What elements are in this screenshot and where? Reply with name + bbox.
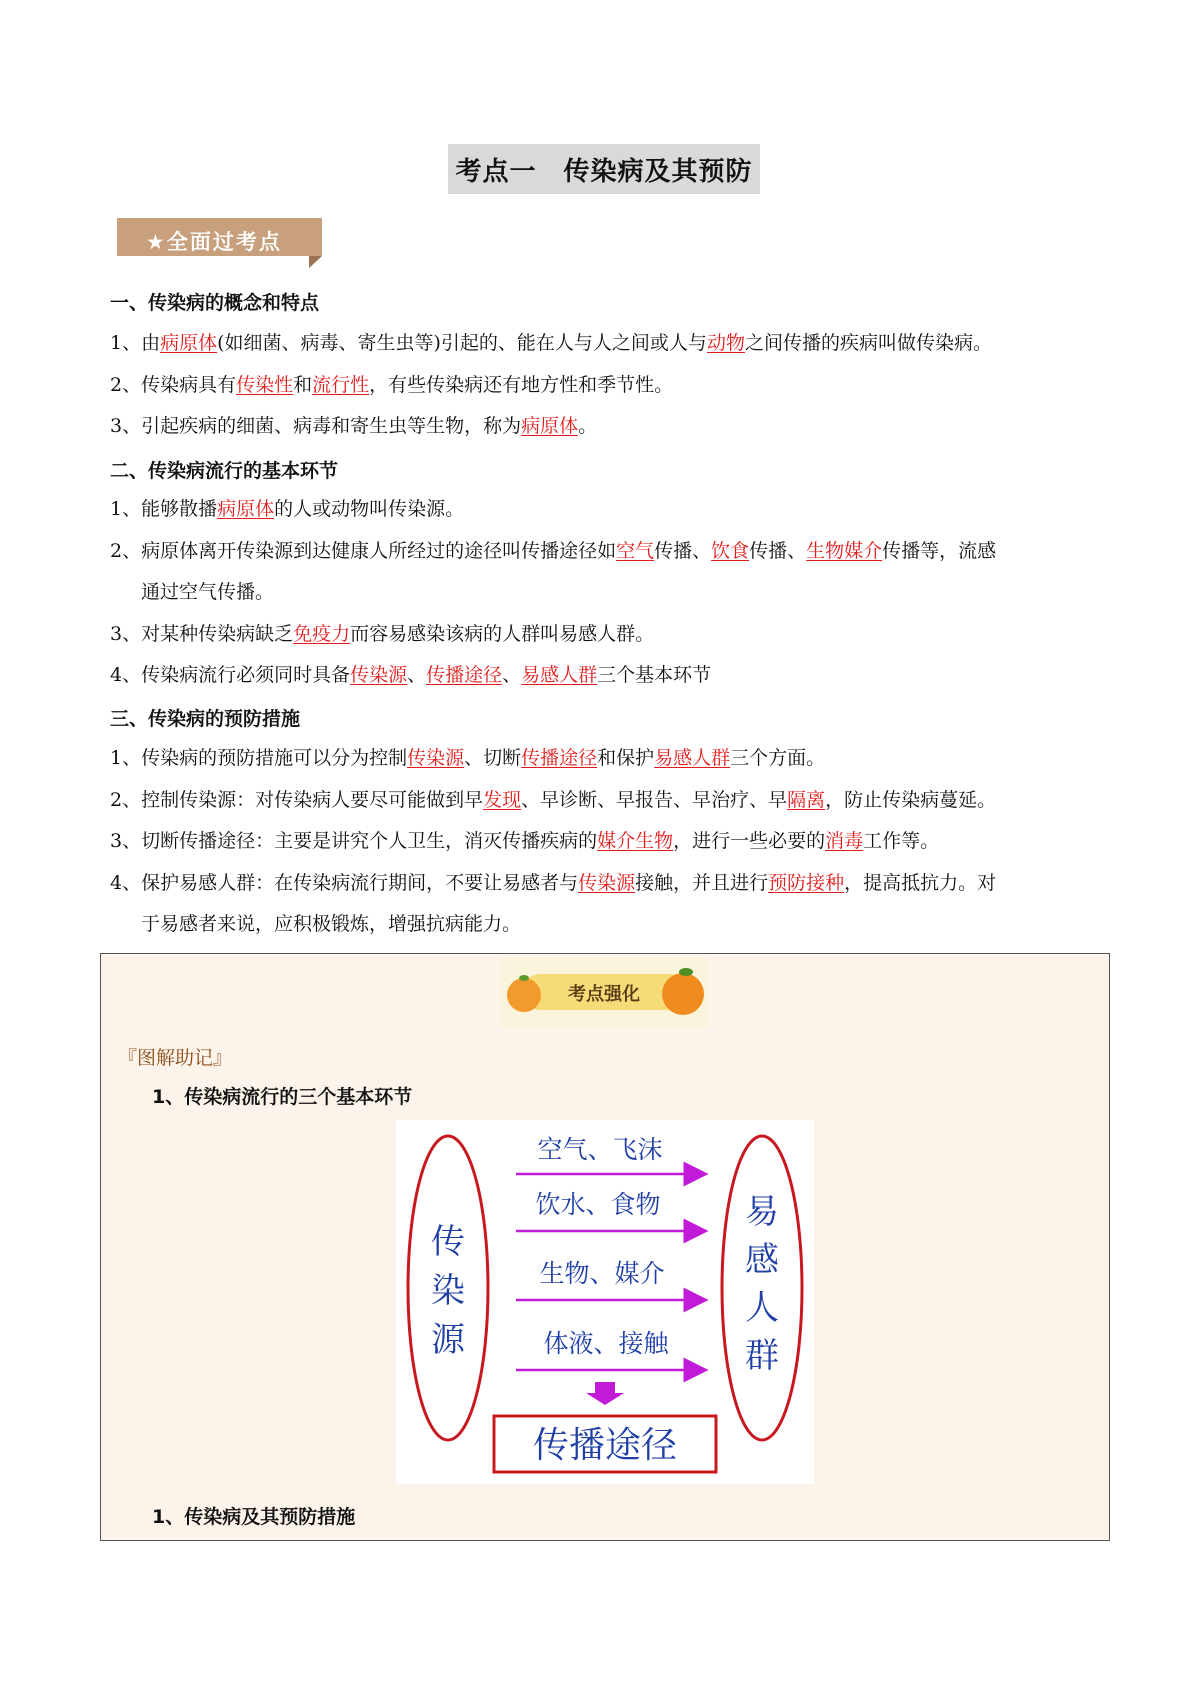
sub-heading: 1、传染病及其预防措施 <box>152 1506 356 1528</box>
section-heading-2: 二、传染病流行的基本环节 <box>110 460 339 482</box>
route-label: 空气、飞沫 <box>537 1135 663 1164</box>
strengthen-badge <box>500 958 708 1028</box>
list-item: 1、传染病的预防措施可以分为控制传染源、切断传播途径和保护易感人群三个方面。 <box>110 747 826 769</box>
source-char: 染 <box>431 1271 465 1311</box>
section-heading-1: 一、传染病的概念和特点 <box>110 292 320 314</box>
list-item: 3、引起疾病的细菌、病毒和寄生虫等生物，称为病原体。 <box>110 415 598 437</box>
susceptible-char: 群 <box>745 1336 779 1376</box>
list-item-continuation: 于易感者来说，应积极锻炼，增强抗病能力。 <box>141 913 522 935</box>
list-item-continuation: 通过空气传播。 <box>141 581 275 603</box>
list-item: 4、传染病流行必须同时具备传染源、传播途径、易感人群三个基本环节 <box>110 664 712 686</box>
list-item: 1、能够散播病原体的人或动物叫传染源。 <box>110 498 465 520</box>
route-label: 体液、接触 <box>543 1329 669 1358</box>
sub-heading: 1、传染病流行的三个基本环节 <box>152 1086 413 1108</box>
source-char: 传 <box>431 1222 465 1262</box>
source-char: 源 <box>431 1320 465 1360</box>
susceptible-char: 人 <box>745 1288 779 1328</box>
list-item: 4、保护易感人群：在传染病流行期间，不要让易感者与传染源接触，并且进行预防接种，提高抵抗力。对 <box>110 872 997 894</box>
route-box-label: 传播途径 <box>532 1425 678 1466</box>
list-item: 2、病原体离开传染源到达健康人所经过的途径叫传播途径如空气传播、饮食传播、生物媒介传播等，流感 <box>110 540 997 562</box>
susceptible-char: 感 <box>745 1240 779 1280</box>
list-item: 2、传染病具有传染性和流行性，有些传染病还有地方性和季节性。 <box>110 374 674 396</box>
list-item: 2、控制传染源：对传染病人要尽可能做到早发现、早诊断、早报告、早治疗、早隔离，防止传染病蔓延。 <box>110 789 997 811</box>
susceptible-char: 易 <box>745 1192 779 1232</box>
section-heading-3: 三、传染病的预防措施 <box>110 708 301 730</box>
list-item: 1、由病原体(如细菌、病毒、寄生虫等)引起的、能在人与人之间或人与动物之间传播的疾病叫做传染病。 <box>110 332 992 354</box>
route-label: 生物、媒介 <box>539 1259 665 1288</box>
route-label: 饮水、食物 <box>535 1190 661 1219</box>
tujie-label: 『图解助记』 <box>118 1047 233 1069</box>
transmission-diagram <box>396 1120 814 1484</box>
list-item: 3、对某种传染病缺乏免疫力而容易感染该病的人群叫易感人群。 <box>110 623 655 645</box>
list-item: 3、切断传播途径：主要是讲究个人卫生，消灭传播疾病的媒介生物，进行一些必要的消毒工作等。 <box>110 830 940 852</box>
badge-label: 考点强化 <box>568 984 640 1005</box>
down-arrow-icon <box>586 1382 624 1405</box>
banner-label: ★全面过考点 <box>146 230 282 254</box>
page-title: 考点一 传染病及其预防 <box>448 144 760 194</box>
